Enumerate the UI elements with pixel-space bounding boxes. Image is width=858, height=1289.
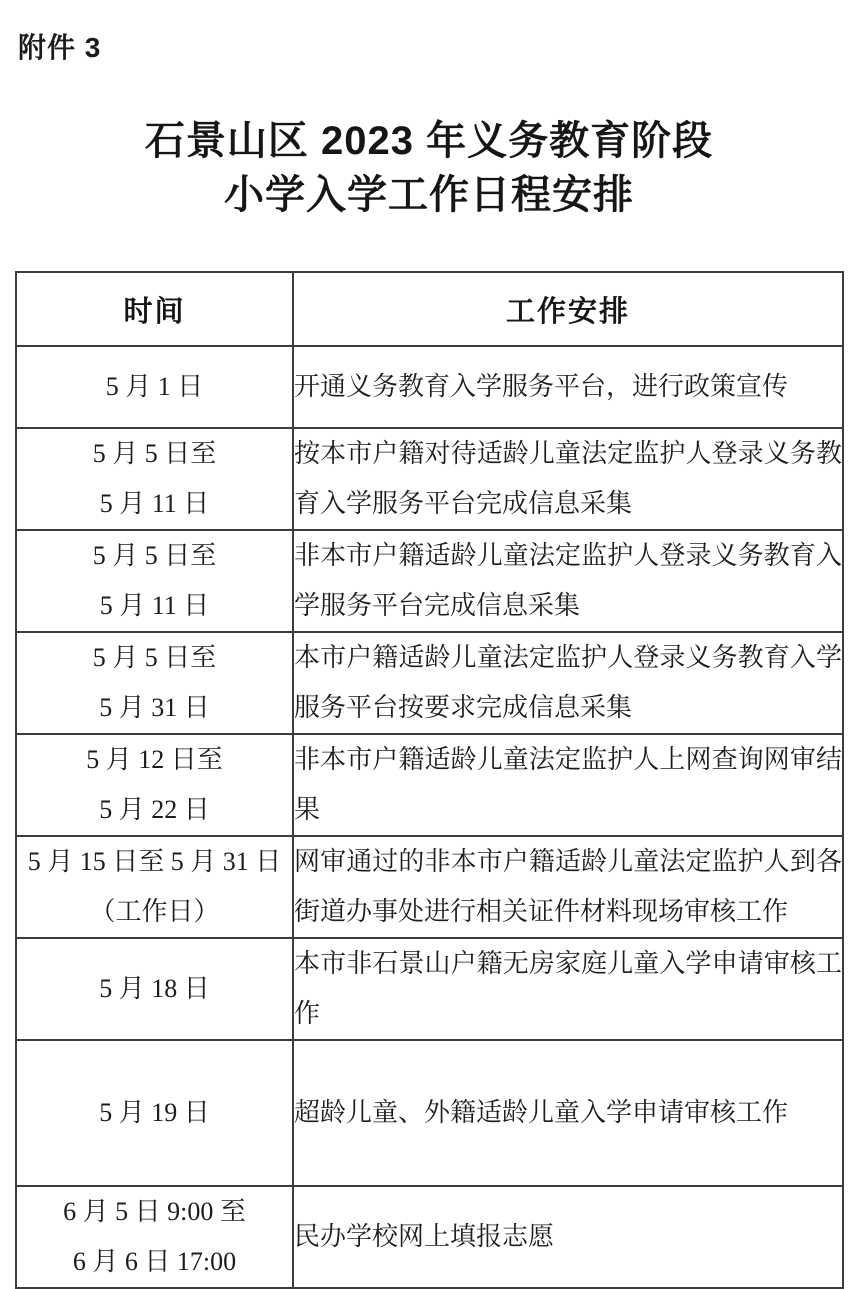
- attachment-label: 附件 3: [18, 32, 102, 63]
- time-cell: [16, 530, 293, 632]
- time-cell: [16, 428, 293, 530]
- time-line: 5 月 22 日: [99, 795, 210, 824]
- time-line: 5 月 11 日: [99, 591, 210, 620]
- document-title: [0, 114, 858, 222]
- time-line: （工作日）: [89, 897, 220, 926]
- work-cell: 按本市户籍对待适龄儿童法定监护人登录义务教育入学服务平台完成信息采集: [293, 428, 843, 530]
- time-cell: [16, 1186, 293, 1288]
- work-cell: 民办学校网上填报志愿: [293, 1186, 843, 1288]
- time-line: 5 月 5 日至: [92, 439, 217, 468]
- time-line: 5 月 18 日: [99, 974, 210, 1003]
- time-cell: [16, 734, 293, 836]
- table-row: [16, 1186, 843, 1288]
- table-row: [16, 428, 843, 530]
- time-cell: [16, 346, 293, 428]
- table-row: [16, 346, 843, 428]
- time-line: 5 月 19 日: [99, 1098, 210, 1127]
- time-cell: [16, 938, 293, 1040]
- schedule-table: [15, 271, 844, 1289]
- time-line: 5 月 12 日至: [86, 745, 223, 774]
- time-line: 5 月 15 日至 5 月 31 日: [27, 847, 282, 876]
- table-row: [16, 938, 843, 1040]
- work-cell: 本市非石景山户籍无房家庭儿童入学申请审核工作: [293, 938, 843, 1040]
- time-line: 5 月 11 日: [99, 489, 210, 518]
- table-row: [16, 530, 843, 632]
- work-cell: 开通义务教育入学服务平台，进行政策宣传: [293, 346, 843, 428]
- time-line: 6 月 5 日 9:00 至: [63, 1197, 246, 1226]
- table-row: [16, 632, 843, 734]
- table-row: [16, 734, 843, 836]
- work-cell: 网审通过的非本市户籍适龄儿童法定监护人到各街道办事处进行相关证件材料现场审核工作: [293, 836, 843, 938]
- title-line-2: 小学入学工作日程安排: [224, 173, 634, 217]
- table-row: [16, 1040, 843, 1186]
- time-line: 6 月 6 日 17:00: [72, 1247, 237, 1276]
- time-cell: [16, 632, 293, 734]
- work-cell: 超龄儿童、外籍适龄儿童入学申请审核工作: [293, 1040, 843, 1186]
- time-line: 5 月 1 日: [105, 372, 204, 401]
- work-cell: 非本市户籍适龄儿童法定监护人登录义务教育入学服务平台完成信息采集: [293, 530, 843, 632]
- work-cell: 非本市户籍适龄儿童法定监护人上网查询网审结果: [293, 734, 843, 836]
- table-header-row: [16, 272, 843, 346]
- table-row: [16, 836, 843, 938]
- time-cell: [16, 1040, 293, 1186]
- work-cell: 本市户籍适龄儿童法定监护人登录义务教育入学服务平台按要求完成信息采集: [293, 632, 843, 734]
- title-line-1: 石景山区 2023 年义务教育阶段: [144, 119, 714, 163]
- header-work: 工作安排: [293, 272, 843, 346]
- time-line: 5 月 5 日至: [92, 541, 217, 570]
- time-line: 5 月 5 日至: [92, 643, 217, 672]
- time-line: 5 月 31 日: [99, 693, 210, 722]
- time-cell: [16, 836, 293, 938]
- header-time: 时间: [16, 272, 293, 346]
